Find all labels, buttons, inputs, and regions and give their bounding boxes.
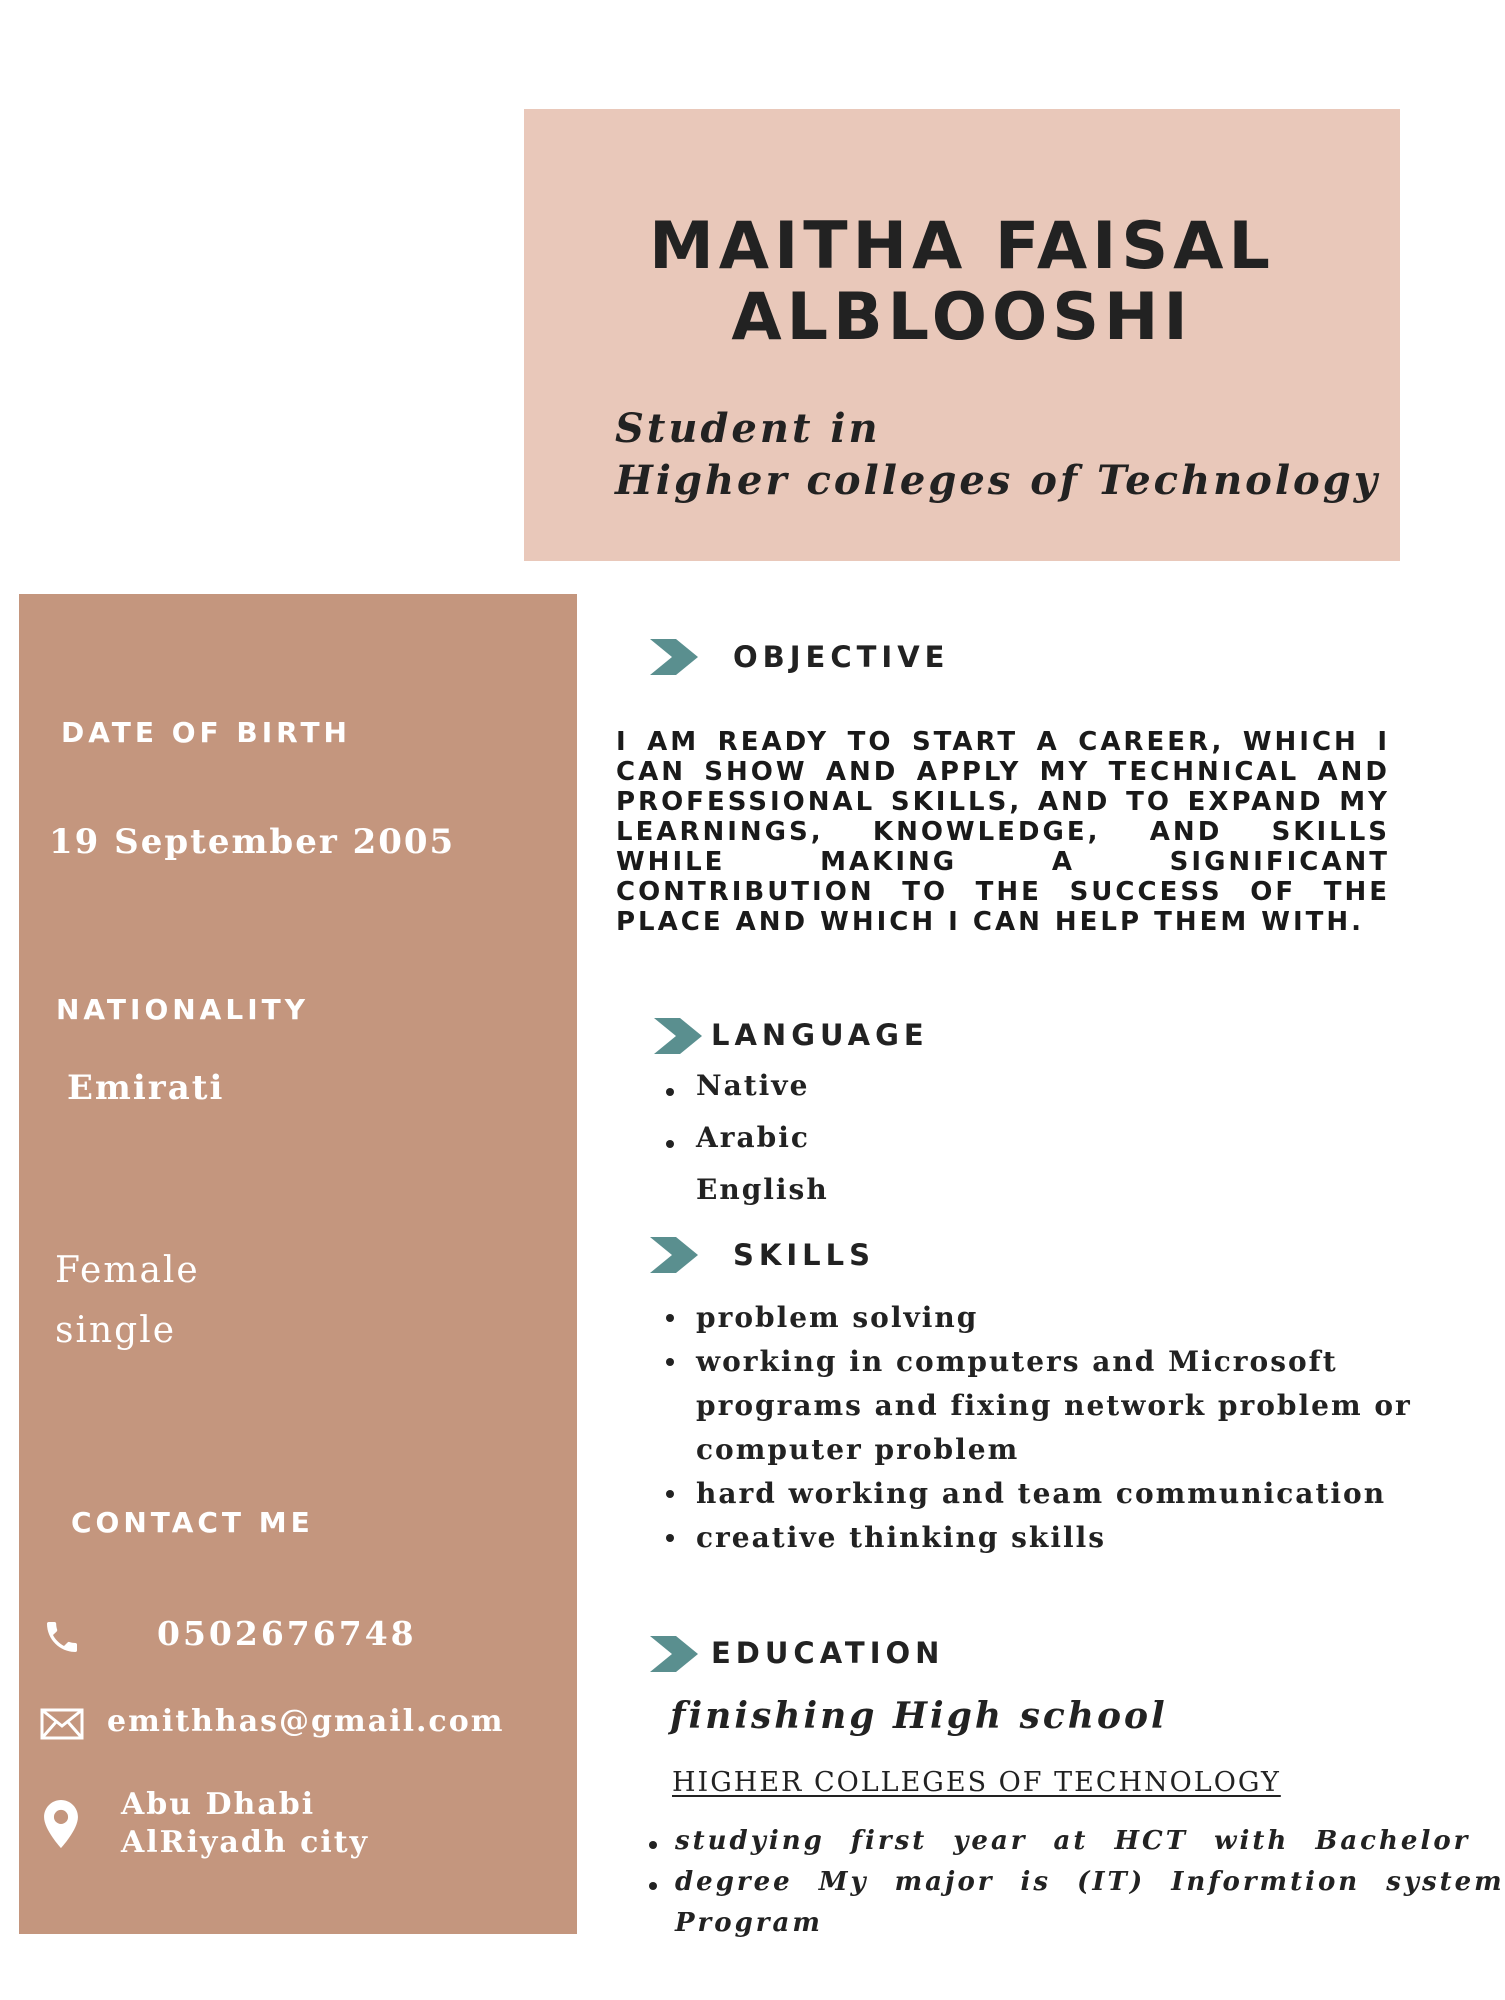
education-detail-line: degree My major is (IT) Informtion system	[675, 1867, 1505, 1897]
education-school: HIGHER COLLEGES OF TECHNOLOGY	[672, 1767, 1281, 1798]
list-item: hard working and team communication	[666, 1472, 1412, 1516]
education-degree: finishing High school	[670, 1695, 1168, 1737]
chevron-icon	[650, 1636, 698, 1672]
language-title: LANGUAGE	[711, 1018, 929, 1052]
list-item: Arabic	[666, 1118, 829, 1170]
list-item: English	[696, 1173, 829, 1206]
bullet	[649, 1841, 657, 1849]
list-item: computer problem	[696, 1433, 1020, 1466]
address-line-1: Abu Dhabi	[121, 1787, 316, 1822]
skills-title: SKILLS	[733, 1238, 875, 1272]
email-address[interactable]: emithhas@gmail.com	[107, 1704, 505, 1739]
objective-title: OBJECTIVE	[733, 640, 950, 674]
list-item: working in computers and Microsoft	[666, 1340, 1412, 1384]
subtitle-line-1: Student in	[615, 405, 881, 452]
education-title: EDUCATION	[711, 1636, 945, 1670]
contact-heading: CONTACT ME	[71, 1506, 314, 1539]
list-item: creative thinking skills	[666, 1516, 1412, 1560]
language-list	[666, 1066, 829, 1222]
skills-list	[666, 1296, 1412, 1560]
chevron-icon	[650, 1237, 698, 1273]
subtitle-line-2: Higher colleges of Technology	[615, 457, 1380, 504]
chevron-icon	[654, 1018, 702, 1054]
education-detail-line: studying first year at HCT with Bachelor	[675, 1826, 1471, 1856]
nationality-value: Emirati	[67, 1068, 225, 1108]
bullet	[649, 1882, 657, 1890]
address-line-2: AlRiyadh city	[121, 1825, 370, 1860]
list-item: programs and fixing network problem or	[696, 1389, 1412, 1422]
objective-text: I AM READY TO START A CAREER, WHICH I CAN SHOW AND APPLY MY TECHNICAL AND PROFESSIONAL SKILLS, AND TO EXPAND MY LEARNINGS, KNOWLEDGE, AND SKILLS WHILE MAKING A SIGNIFICANT CONTRIBUTION TO THE SUCCESS OF THE PLACE AND WHICH I CAN HELP THEM WITH.	[616, 727, 1390, 937]
phone-icon	[42, 1617, 82, 1657]
phone-number[interactable]: 0502676748	[157, 1614, 417, 1653]
gender-value: Female	[55, 1250, 200, 1291]
list-item: problem solving	[666, 1296, 1412, 1340]
chevron-icon	[650, 639, 698, 675]
list-item: Native	[666, 1066, 829, 1118]
location-pin-icon	[44, 1800, 78, 1848]
dob-value: 19 September 2005	[49, 822, 456, 862]
nationality-heading: NATIONALITY	[56, 993, 309, 1026]
name-line-2: ALBLOOSHI	[731, 280, 1193, 355]
marital-status-value: single	[55, 1310, 177, 1351]
education-detail-line: Program	[675, 1908, 823, 1938]
dob-heading: DATE OF BIRTH	[61, 716, 351, 749]
name-line-1: MAITHA FAISAL	[649, 209, 1275, 284]
mail-icon	[40, 1708, 84, 1740]
